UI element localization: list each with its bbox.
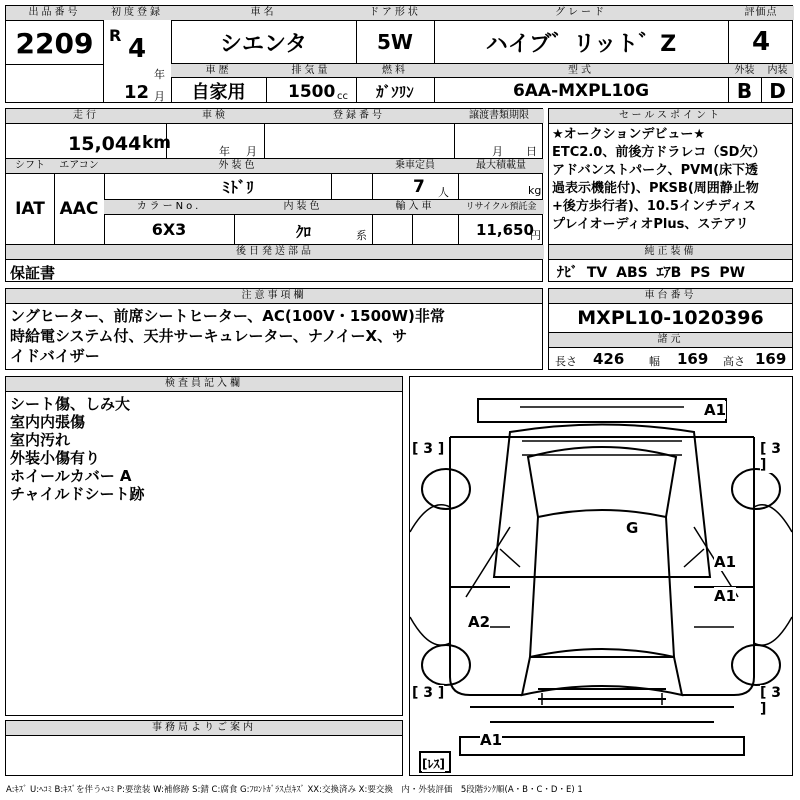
height: 169	[755, 350, 787, 368]
mark-front-left: [ 3 ]	[412, 441, 445, 457]
score: 4	[751, 27, 771, 57]
grade: ハイブ゛リット゛Z	[485, 31, 677, 57]
mileage-unit: km	[142, 133, 172, 153]
caution-line: イドバイザー	[10, 347, 100, 365]
mark-rear-bumper-left: A1	[480, 731, 503, 749]
fuel-label: 燃料	[356, 64, 434, 78]
sales-point-text	[552, 126, 765, 234]
mark-rear-right: [ 3 ]	[760, 685, 792, 717]
sales-point-line: ETC2.0、前後方ドラレコ（SD欠）	[552, 145, 766, 160]
front-left-wheel	[422, 469, 470, 509]
lot-label: 出品番号	[6, 6, 103, 20]
exterior-grade-label: 外装	[728, 64, 761, 78]
recycle-unit: 円	[530, 229, 541, 242]
aircon: AAC	[59, 199, 99, 219]
capacity: 7	[413, 177, 425, 197]
inspector-text	[10, 395, 145, 503]
inspector-line: 室内内張傷	[10, 413, 86, 431]
mark-glass: G	[626, 519, 639, 537]
color-no-label: カラーNo.	[104, 200, 234, 214]
color-no: 6X3	[151, 220, 187, 239]
inspection-year-unit: 年	[219, 145, 230, 158]
history: 自家用	[191, 82, 246, 103]
inspection-label: 車検	[166, 109, 264, 123]
inspector-line: 外装小傷有り	[10, 449, 101, 467]
interior-grade: D	[769, 79, 786, 103]
mark-left-rear: A2	[468, 613, 491, 631]
width: 169	[677, 350, 709, 368]
interior-grade-label: 内装	[761, 64, 794, 78]
inspector-label: 検査員記入欄	[6, 377, 402, 391]
legend: A:ｷｽﾞ U:ﾍｺﾐ B:ｷｽﾞを伴うﾍｺﾐ P:要塗装 W:補修跡 S:錆 C:腐食 G:ﾌﾛﾝﾄｶﾞﾗｽ点ｷｽﾞ XX:交換済み X:要交換 内・外装評価 5段階ﾗﾝｸ順(A・B・C・D・E) 1	[6, 785, 583, 795]
equipment-label: 純正装備	[549, 245, 792, 259]
first-reg-month-unit: 月	[154, 90, 165, 103]
first-reg-month: 12	[124, 82, 150, 103]
model-code: 6AA-MXPL10G	[512, 81, 650, 101]
sales-point-label: セールスポイント	[549, 109, 792, 123]
mark-right-door-rear: A1	[714, 587, 737, 605]
rear-left-wheel	[422, 645, 470, 685]
transfer-month-unit: 月	[492, 145, 503, 158]
car-name-label: 車名	[171, 6, 356, 20]
equipment: ﾅﾋﾞ TV ABS ｴｱB PS PW	[557, 265, 746, 281]
sales-point-line: ★オークションデビュー★	[552, 127, 706, 142]
sales-point-line: +後方歩行者)、10.5インチディス	[552, 199, 756, 214]
fuel: ｶﾞｿﾘﾝ	[376, 82, 414, 101]
inspection-month-unit: 月	[246, 145, 257, 158]
displacement-label: 排気量	[266, 64, 356, 78]
dims-label: 諸元	[549, 333, 792, 347]
model-label: 型式	[434, 64, 728, 78]
mark-front-right: [ 3 ]	[760, 441, 792, 473]
exterior-grade: B	[736, 79, 753, 103]
max-load-unit: kg	[528, 184, 542, 197]
recycle-label: リサイクル預託金	[458, 200, 544, 214]
capacity-label: 乗車定員	[372, 159, 458, 173]
int-color-unit: 系	[356, 229, 367, 242]
first-reg-label: 初度登録	[103, 6, 171, 20]
car-outline	[410, 377, 792, 775]
chassis-number: MXPL10-1020396	[577, 307, 764, 329]
capacity-unit: 人	[438, 186, 449, 199]
mark-right-door-front: A1	[714, 553, 737, 571]
caution-line: 時給電システム付、天井サーキュレーター、ナノイーX、サ	[10, 327, 408, 345]
chassis-label: 車台番号	[549, 289, 792, 303]
door-type: 5W	[377, 30, 413, 54]
car-name: シエンタ	[219, 31, 308, 57]
mileage: 15,044	[68, 133, 142, 155]
caution-line: ングヒーター、前席シートヒーター、AC(100V・1500W)非常	[10, 307, 445, 325]
int-color-label: 内装色	[234, 200, 372, 214]
inspector-line: ホイールカバー A	[10, 467, 132, 485]
caution-text	[10, 306, 445, 366]
import-label: 輸入車	[372, 200, 458, 214]
inspector-line: シート傷、しみ大	[10, 395, 131, 413]
caution-block	[5, 288, 543, 370]
shift: IAT	[15, 199, 45, 219]
mark-front-bumper-right: A1	[704, 401, 727, 419]
sales-point-line: プレイオーディオPlus、ステアリ	[552, 217, 749, 232]
displacement-unit: cc	[337, 91, 348, 102]
length: 426	[593, 350, 625, 368]
later-parts-label: 後日発送部品	[6, 245, 544, 259]
int-color: ｸﾛ	[296, 223, 312, 241]
inspector-line: 室内汚れ	[10, 431, 71, 449]
ext-color: ﾐﾄﾞﾘ	[221, 177, 254, 197]
max-load-label: 最大積載量	[458, 159, 544, 173]
mark-spare-tire: [ﾚｽ]	[422, 757, 445, 771]
score-label: 評価点	[728, 6, 794, 20]
shift-label: シフト	[6, 159, 54, 173]
inspector-line: チャイルドシート跡	[10, 485, 145, 503]
car-condition-diagram	[409, 376, 793, 776]
history-label: 車歴	[171, 64, 266, 78]
front-right-wheel	[732, 469, 780, 509]
first-reg-year-unit: 年	[154, 68, 165, 81]
first-reg-year: 4	[128, 34, 147, 64]
rear-right-wheel	[732, 645, 780, 685]
office-block	[5, 720, 403, 776]
grade-label: グレード	[434, 6, 728, 20]
later-parts: 保証書	[10, 264, 56, 282]
detail-block	[5, 108, 543, 282]
office-label: 事務局よりご案内	[6, 721, 402, 735]
transfer-deadline-label: 譲渡書類期限	[454, 109, 544, 123]
height-label: 高さ	[723, 355, 745, 368]
length-label: 長さ	[555, 355, 577, 368]
sales-point-line: 過表示機能付)、PKSB(周囲静止物	[552, 181, 759, 196]
width-label: 幅	[649, 355, 660, 368]
registration-label: 登録番号	[264, 109, 454, 123]
lot-number: 2209	[15, 26, 94, 60]
mileage-label: 走行	[6, 109, 166, 123]
sales-point-line: アドバンストパーク、PVM(床下透	[552, 163, 759, 178]
ext-color-label: 外装色	[104, 159, 372, 173]
recycle-fee: 11,650	[476, 221, 534, 239]
first-reg-era: R	[109, 26, 122, 45]
aircon-label: エアコン	[54, 159, 104, 173]
mark-rear-left: [ 3 ]	[412, 685, 445, 701]
sales-point-block	[548, 108, 793, 282]
displacement: 1500	[288, 82, 336, 102]
door-label: ドア形状	[356, 6, 434, 20]
transfer-day-unit: 日	[526, 145, 537, 158]
chassis-block	[548, 288, 793, 370]
caution-label: 注意事項欄	[6, 289, 542, 303]
top-info-block	[5, 5, 793, 103]
inspector-block	[5, 376, 403, 716]
